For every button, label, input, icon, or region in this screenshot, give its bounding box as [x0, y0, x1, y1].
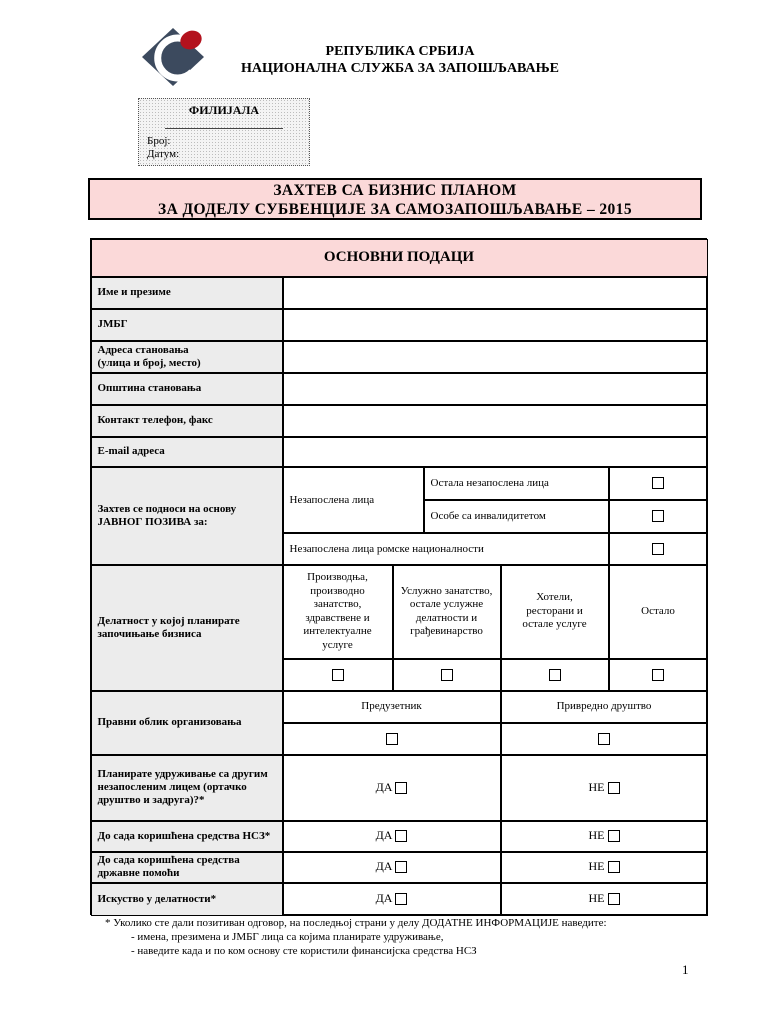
branch-title: ФИЛИЈАЛА — [188, 103, 260, 117]
legal-entrepreneur: Предузетник — [283, 691, 501, 723]
state-aid-no-checkbox[interactable] — [608, 861, 620, 873]
activity-hotels-checkbox[interactable] — [549, 669, 561, 681]
branch-stamp-box — [138, 98, 310, 166]
activity-hotels: Хотели, ресторани и остале услуге — [501, 565, 609, 659]
partnership-no-checkbox[interactable] — [608, 782, 620, 794]
state-aid-yes-checkbox[interactable] — [395, 861, 407, 873]
activity-hotels-cell — [501, 659, 609, 691]
label-phone: Контакт телефон, факс — [91, 405, 283, 437]
partnership-yes-cell — [283, 755, 501, 821]
partnership-no-cell — [501, 755, 708, 821]
roma-checkbox[interactable] — [652, 543, 664, 555]
partnership-yes-label: ДА — [375, 779, 393, 794]
nsz-yes-cell — [283, 821, 501, 852]
branch-number-label: Број: — [147, 135, 171, 147]
label-experience: Искуство у делатности* — [91, 883, 283, 916]
footnote — [105, 916, 607, 958]
title-line-1: ЗАХТЕВ СА БИЗНИС ПЛАНОМ — [273, 182, 517, 199]
application-form — [90, 238, 707, 915]
label-partnership: Планирате удруживање са другим незапосленим лицем (ортачко друштво и задруга)?* — [91, 755, 283, 821]
basis-roma: Незапослена лица ромске националности — [283, 533, 609, 565]
legal-entrepreneur-checkbox[interactable] — [386, 733, 398, 745]
label-municipality: Општина становања — [91, 373, 283, 405]
footnote-line-2: - имена, презимена и ЈМБГ лица са којима планирате удруживање, — [131, 931, 444, 943]
activity-other-cell — [609, 659, 708, 691]
section-basic-data: ОСНОВНИ ПОДАЦИ — [91, 239, 708, 277]
other-unemployed-checkbox-cell — [609, 467, 708, 500]
label-nsz-funds: До сада коришћена средства НСЗ* — [91, 821, 283, 852]
legal-company: Привредно друштво — [501, 691, 708, 723]
name-input[interactable] — [283, 277, 708, 309]
experience-no-label: НЕ — [588, 891, 605, 906]
activity-production-cell — [283, 659, 393, 691]
state-aid-no-cell — [501, 852, 708, 883]
experience-no-checkbox[interactable] — [608, 893, 620, 905]
nsz-logo-icon — [140, 26, 206, 88]
jmbg-input[interactable] — [283, 309, 708, 341]
address-input[interactable] — [283, 341, 708, 373]
experience-no-cell — [501, 883, 708, 916]
experience-yes-cell — [283, 883, 501, 916]
state-aid-no-label: НЕ — [588, 859, 605, 874]
phone-input[interactable] — [283, 405, 708, 437]
label-activity: Делатност у којој планирате започињање бизниса — [91, 565, 283, 691]
roma-checkbox-cell — [609, 533, 708, 565]
activity-other: Остало — [609, 565, 708, 659]
other-unemployed-checkbox[interactable] — [652, 477, 664, 489]
document-title — [88, 178, 702, 220]
legal-entrepreneur-cell — [283, 723, 501, 755]
nsz-yes-checkbox[interactable] — [395, 830, 407, 842]
label-name: Име и презиме — [91, 277, 283, 309]
state-aid-yes-cell — [283, 852, 501, 883]
label-email: E-mail адреса — [91, 437, 283, 467]
partnership-no-label: НЕ — [588, 779, 605, 794]
basis-disabled: Особе са инвалидитетом — [424, 500, 609, 533]
disabled-checkbox[interactable] — [652, 510, 664, 522]
activity-production-checkbox[interactable] — [332, 669, 344, 681]
branch-date-label: Датум: — [147, 148, 180, 160]
disabled-checkbox-cell — [609, 500, 708, 533]
activity-crafts-checkbox[interactable] — [441, 669, 453, 681]
footnote-line-1: * Уколико сте дали позитиван одговор, на последњој страни у делу ДОДАТНЕ ИНФОРМАЦИЈЕ наведите: — [105, 917, 607, 929]
state-aid-yes-label: ДА — [375, 859, 393, 874]
activity-other-checkbox[interactable] — [652, 669, 664, 681]
page-number: 1 — [682, 962, 689, 977]
label-jmbg: ЈМБГ — [91, 309, 283, 341]
basis-other-unemployed: Остала незапослена лица — [424, 467, 609, 500]
nsz-yes-label: ДА — [375, 828, 393, 843]
branch-line — [165, 122, 283, 129]
nsz-no-cell — [501, 821, 708, 852]
label-state-aid: До сада коришћена средства државне помоћи — [91, 852, 283, 883]
nsz-no-label: НЕ — [588, 828, 605, 843]
legal-company-checkbox[interactable] — [598, 733, 610, 745]
activity-crafts-cell — [393, 659, 501, 691]
experience-yes-label: ДА — [375, 891, 393, 906]
label-basis: Захтев се подноси на основу ЈАВНОГ ПОЗИВА за: — [91, 467, 283, 565]
basis-unemployed: Незапослена лица — [283, 467, 424, 533]
footnote-line-3: - наведите када и по ком основу сте користили финансијска средства НСЗ — [131, 945, 477, 957]
header-republic: РЕПУБЛИКА СРБИЈА — [325, 44, 475, 59]
activity-production: Производња, производно занатство, здравствене и интелектуалне услуге — [283, 565, 393, 659]
email-input[interactable] — [283, 437, 708, 467]
legal-company-cell — [501, 723, 708, 755]
experience-yes-checkbox[interactable] — [395, 893, 407, 905]
partnership-yes-checkbox[interactable] — [395, 782, 407, 794]
label-legal-form: Правни облик организовања — [91, 691, 283, 755]
header-agency: НАЦИОНАЛНА СЛУЖБА ЗА ЗАПОШЉАВАЊЕ — [241, 61, 559, 76]
label-address: Адреса становања (улица и број, место) — [91, 341, 283, 373]
municipality-input[interactable] — [283, 373, 708, 405]
activity-crafts: Услужно занатство, остале услужне делатности и грађевинарство — [393, 565, 501, 659]
title-line-2: ЗА ДОДЕЛУ СУБВЕНЦИЈЕ ЗА САМОЗАПОШЉАВАЊЕ – 2015 — [158, 201, 632, 218]
nsz-no-checkbox[interactable] — [608, 830, 620, 842]
